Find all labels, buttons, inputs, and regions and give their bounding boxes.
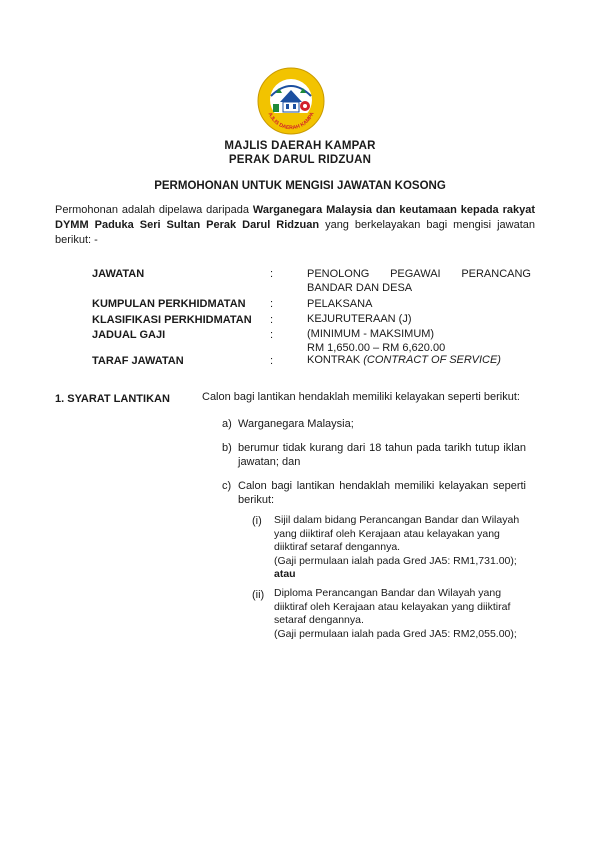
label-kumpulan: KUMPULAN PERKHIDMATAN <box>92 298 246 310</box>
value-jawatan-line1: PENOLONG PEGAWAI PERANCANG <box>307 268 531 280</box>
value-jadual-range-label: (MINIMUM - MAKSIMUM) <box>307 328 435 340</box>
subitem-desc-ii: Diploma Perancangan Bandar dan Wilayah yang diiktiraf oleh Kerajaan atau kelayakan yang diiktiraf setaraf dengannya. <box>274 587 511 626</box>
value-taraf-jawatan <box>307 353 531 367</box>
subitem-pay-i: (Gaji permulaan ialah pada Gred JA5: RM1,731.00); <box>274 554 517 567</box>
intro-text-end: yang berkelayakan bagi mengisi jawatan berikut: - <box>55 219 536 246</box>
value-taraf-italic: (CONTRACT OF SERVICE) <box>363 354 501 366</box>
colon-kumpulan: : <box>270 298 274 310</box>
intro-paragraph <box>55 203 535 248</box>
intro-text-start: Permohonan adalah dipelawa daripada <box>55 204 253 216</box>
item-text-a: Warganegara Malaysia; <box>238 418 354 430</box>
intro-bold-text: Warganegara Malaysia dan keutamaan kepada rakyat DYMM Paduka Seri Sultan Perak Darul Ridzuan <box>55 204 535 231</box>
subitem-desc-i: Sijil dalam bidang Perancangan Bandar dan Wilayah yang diiktiraf oleh Kerajaan atau kelayakan yang diiktiraf setaraf dengannya. <box>274 514 520 553</box>
majlis-daerah-kampar-crest-icon <box>256 66 326 136</box>
item-letter-b: b) <box>222 442 232 454</box>
subitem-text-i <box>274 514 526 582</box>
subitem-conjunction: atau <box>274 568 296 580</box>
section-title-syarat-lantikan: 1. SYARAT LANTIKAN <box>55 393 170 405</box>
subitem-number-i: (i) <box>252 515 262 527</box>
value-kumpulan: PELAKSANA <box>307 298 373 310</box>
colon-jadual-gaji: : <box>270 329 274 341</box>
label-jadual-gaji: JADUAL GAJI <box>92 329 166 341</box>
subitem-number-ii: (ii) <box>252 589 265 601</box>
section-intro: Calon bagi lantikan hendaklah memiliki kelayakan seperti berikut: <box>202 391 520 403</box>
item-letter-a: a) <box>222 418 232 430</box>
page-title: PERMOHONAN UNTUK MENGISI JAWATAN KOSONG <box>154 180 446 192</box>
item-text-b: berumur tidak kurang dari 18 tahun pada tarikh tutup iklan jawatan; dan <box>238 442 526 468</box>
organization-state: PERAK DARUL RIDZUAN <box>228 154 372 166</box>
label-jawatan: JAWATAN <box>92 268 145 280</box>
logo-caption: AJLIS DAERAH KAMPA <box>266 111 316 132</box>
organization-name: MAJLIS DAERAH KAMPAR <box>224 140 376 152</box>
colon-taraf-jawatan: : <box>270 355 274 367</box>
value-klasifikasi: KEJURUTERAAN (J) <box>307 313 412 325</box>
value-jadual-range: RM 1,650.00 – RM 6,620.00 <box>307 342 446 354</box>
colon-klasifikasi: : <box>270 314 274 326</box>
colon-jawatan: : <box>270 268 274 280</box>
subitem-pay-ii: (Gaji permulaan ialah pada Gred JA5: RM2,055.00); <box>274 627 517 640</box>
value-jawatan-line2: BANDAR DAN DESA <box>307 282 413 294</box>
value-taraf-text: KONTRAK <box>307 354 364 366</box>
item-text-c: Calon bagi lantikan hendaklah memiliki kelayakan seperti berikut: <box>238 480 526 506</box>
label-taraf-jawatan: TARAF JAWATAN <box>92 355 184 367</box>
subitem-text-ii <box>274 587 526 641</box>
item-letter-c: c) <box>222 480 232 492</box>
label-klasifikasi: KLASIFIKASI PERKHIDMATAN <box>92 314 252 326</box>
